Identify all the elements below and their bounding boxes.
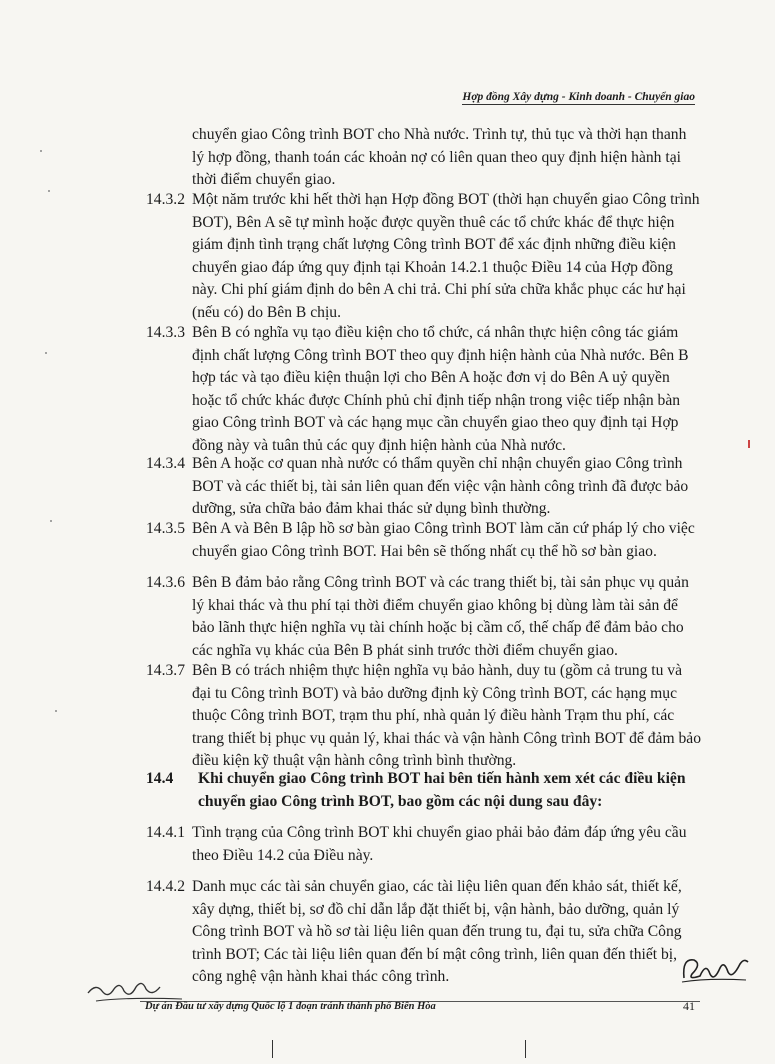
clause-text: Bên A hoặc cơ quan nhà nước có thẩm quyền chỉ nhận chuyển giao Công trình BOT và các thiết bị, tài sản liên quan đến việc vận hành công trình đã được bảo dưỡng, sửa chữa bảo đảm khai thác sử dụng bình thường. (192, 455, 689, 518)
clause-14-3-6 (146, 572, 702, 662)
bottom-frame (272, 1040, 526, 1058)
margin-speck (40, 150, 42, 152)
signature-right (678, 952, 750, 986)
clause-text: Bên B có trách nhiệm thực hiện nghĩa vụ bảo hành, duy tu (gồm cả trung tu và đại tu Công trình BOT) và bảo dưỡng định kỳ Công trình BOT, các hạng mục thuộc Công trình BOT, trạm thu phí, nhà quản lý điều hành Trạm thu phí, các trang thiết bị phục vụ quản lý, khai thác và vận hành Công trình BOT để đảm bảo điều kiện kỹ thuật vận hành công trình bình thường. (192, 662, 701, 770)
clause-number: 14.3.2 (146, 191, 185, 208)
header-title: Hợp đồng Xây dựng - Kinh doanh - Chuyển giao (462, 91, 695, 103)
clause-14-4-1 (146, 822, 702, 867)
clause-text: Tình trạng của Công trình BOT khi chuyển giao phải bảo đảm đáp ứng yêu cầu theo Điều 14.2 của Điều này. (192, 824, 687, 864)
clause-14-3-5 (146, 518, 702, 563)
clause-14-3-4 (146, 453, 702, 521)
clause-number: 14.3.4 (146, 455, 185, 472)
clause-text: Bên B có nghĩa vụ tạo điều kiện cho tổ chức, cá nhân thực hiện công tác giám định chất lượng Công trình BOT theo quy định hiện hành của Nhà nước. Bên B hợp tác và tạo điều kiện thuận lợi cho Bên A hoặc đơn vị do Bên A uỷ quyền hoặc tổ chức khác được Chính phủ chỉ định tiếp nhận trong việc tiếp nhận bàn giao Công trình BOT và các hạng mục cần chuyển giao theo quy định tại Hợp đồng này và tuân thủ các quy định hiện hành của Nhà nước. (192, 324, 689, 454)
intro-text: chuyển giao Công trình BOT cho Nhà nước. Trình tự, thủ tục và thời hạn thanh lý hợp đồng, thanh toán các khoản nợ có liên quan theo quy định hiện hành tại thời điểm chuyển giao. (192, 126, 687, 189)
margin-red-mark (748, 440, 750, 448)
clause-text: Danh mục các tài sản chuyển giao, các tài liệu liên quan đến khảo sát, thiết kế, xây dựng, thiết bị, sơ đồ chỉ dẫn lắp đặt thiết bị, vận hành, bảo dưỡng, quản lý Công trình BOT và hồ sơ tài liệu liên quan đến trung tu, đại tu, sửa chữa Công trình BOT; Các tài liệu liên quan đến bí mật công trình, liên quan đến thiết bị, công nghệ vận hành khai thác công trình. (192, 878, 682, 986)
clause-14-3-3 (146, 322, 702, 458)
clause-number: 14.3.3 (146, 324, 185, 341)
clause-number: 14.3.6 (146, 574, 185, 591)
margin-speck (50, 520, 52, 522)
clause-14-3-7 (146, 660, 702, 773)
margin-speck (48, 190, 50, 192)
clause-number: 14.3.5 (146, 520, 185, 537)
clause-number: 14.4.1 (146, 824, 185, 841)
clause-number: 14.3.7 (146, 662, 185, 679)
clause-text: Một năm trước khi hết thời hạn Hợp đồng BOT (thời hạn chuyển giao Công trình BOT), Bên A sẽ tự mình hoặc được quyền thuê các tổ chức khác để thực hiện giám định tình trạng chất lượng Công trình BOT để xác định những điều kiện chuyển giao đáp ứng quy định tại Khoản 14.2.1 thuộc Điều 14 của Hợp đồng này. Chi phí giám định do bên A chi trả. Chi phí sửa chữa khắc phục các hư hại (nếu có) do Bên B chịu. (192, 191, 700, 321)
clause-text: Bên A và Bên B lập hồ sơ bàn giao Công trình BOT làm căn cứ pháp lý cho việc chuyển giao Công trình BOT. Hai bên sẽ thống nhất cụ thể hồ sơ bàn giao. (192, 520, 695, 560)
page-number: 41 (683, 999, 695, 1013)
section-number: 14.4 (146, 770, 174, 787)
clause-14-4-2 (146, 876, 702, 989)
section-14-4 (146, 768, 706, 813)
margin-speck (45, 352, 47, 354)
section-heading: Khi chuyển giao Công trình BOT hai bên tiến hành xem xét các điều kiện chuyển giao Công trình BOT, bao gồm các nội dung sau đây: (198, 770, 686, 810)
intro-paragraph (192, 124, 702, 192)
margin-speck (55, 710, 57, 712)
clause-text: Bên B đảm bảo rằng Công trình BOT và các trang thiết bị, tài sản phục vụ quản lý khai thác và thu phí tại thời điểm chuyển giao không bị dùng làm tài sản để bảo lãnh thực hiện nghĩa vụ tài chính hoặc bị cầm cố, thế chấp để đảm bảo cho các nghĩa vụ khác của Bên B phát sinh trước thời điểm chuyển giao. (192, 574, 689, 659)
clause-14-3-2 (146, 189, 702, 325)
footer-project-title: Dự án Đầu tư xây dựng Quốc lộ 1 đoạn tránh thành phố Biên Hòa (145, 1001, 436, 1012)
clause-number: 14.4.2 (146, 878, 185, 895)
